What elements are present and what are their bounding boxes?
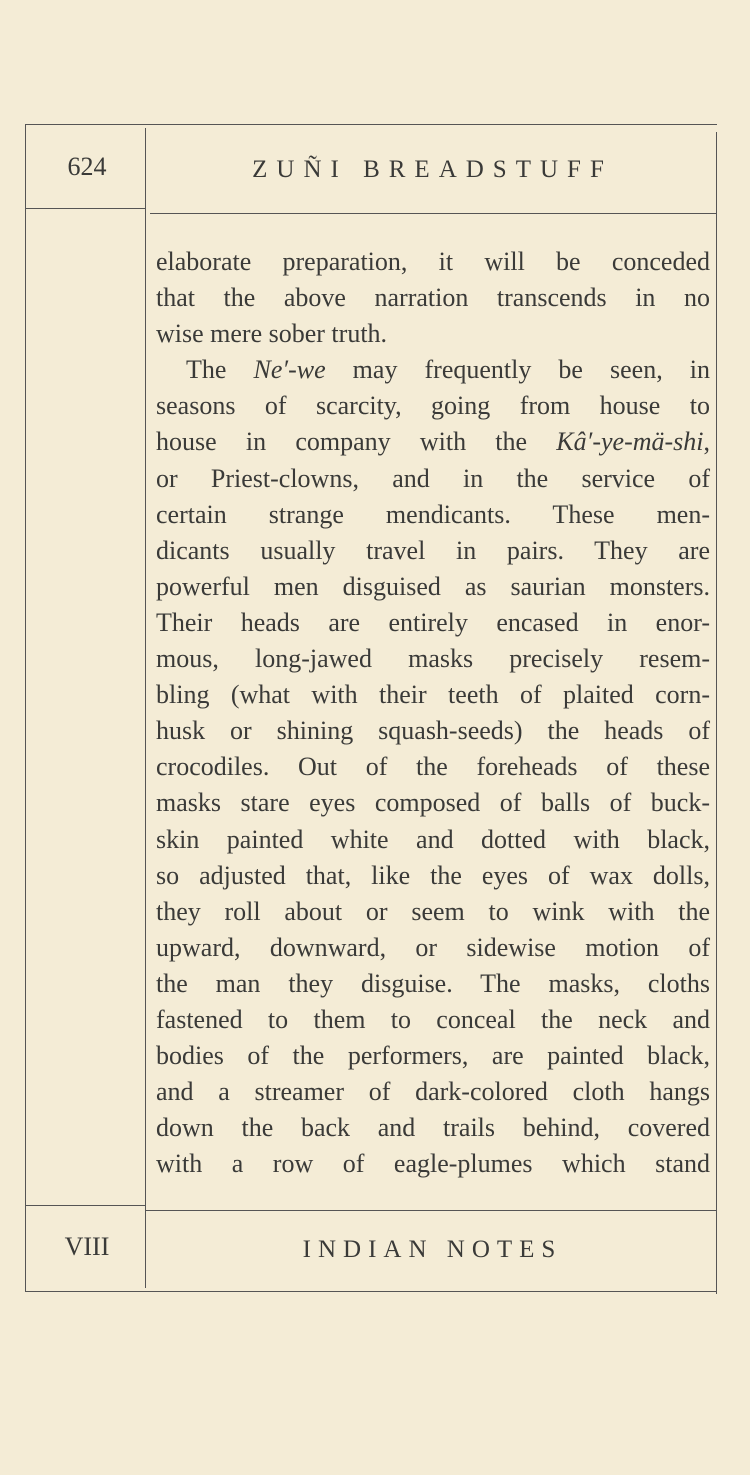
text-line <box>156 1038 710 1074</box>
text-line <box>156 569 710 605</box>
text-segment: masks stare eyes composed of balls of buck- <box>156 788 710 818</box>
text-line <box>156 713 710 749</box>
text-segment: bodies of the performers, are painted black, <box>156 1041 710 1071</box>
text-segment: house in company with the <box>156 427 557 457</box>
italic-term: Kâ′-ye-mä-shi <box>556 427 704 457</box>
text-segment: mous, long-jawed masks precisely resem- <box>156 644 710 674</box>
text-line <box>156 966 710 1002</box>
text-line <box>156 930 710 966</box>
text-segment: bling (what with their teeth of plaited corn- <box>156 680 710 710</box>
text-segment: they roll about or seem to wink with the <box>156 896 710 926</box>
text-line <box>156 1002 710 1038</box>
text-segment: elaborate preparation, it will be conceded <box>156 247 710 276</box>
text-segment: upward, downward, or sidewise motion of <box>156 932 710 962</box>
text-segment: , <box>703 427 710 457</box>
text-line <box>156 605 710 641</box>
text-line <box>156 785 710 821</box>
running-title: ZUÑI BREADSTUFF <box>252 156 613 183</box>
text-segment: and a streamer of dark-colored cloth hangs <box>156 1077 710 1107</box>
frame-right-rule <box>716 132 717 1294</box>
footer-rule-right <box>145 1210 717 1211</box>
footer-rule-left <box>25 1205 145 1206</box>
text-line <box>156 280 710 316</box>
text-segment: Their heads are entirely encased in enor- <box>156 607 710 637</box>
text-segment: that the above narration transcends in no <box>156 283 710 313</box>
text-segment: may frequently be seen, in <box>325 355 711 385</box>
text-segment: or Priest-clowns, and in the service of <box>156 463 710 493</box>
text-segment: crocodiles. Out of the foreheads of these <box>156 752 710 782</box>
text-segment: down the back and trails behind, covered <box>156 1113 710 1143</box>
text-line <box>156 749 710 785</box>
signature-mark: VIII <box>64 1232 110 1261</box>
column-divider <box>145 128 146 1288</box>
text-line <box>156 822 710 858</box>
header-rule-right <box>150 213 717 214</box>
text-line <box>156 388 710 424</box>
text-line <box>156 894 710 930</box>
text-line <box>156 1110 710 1146</box>
text-line <box>156 533 710 569</box>
text-line <box>156 641 710 677</box>
text-line <box>156 1146 710 1182</box>
text-line <box>156 316 710 352</box>
text-segment: The <box>186 355 254 385</box>
text-segment: dicants usually travel in pairs. They are <box>156 535 710 565</box>
running-footer: INDIAN NOTES <box>302 1236 563 1263</box>
text-segment: certain strange mendicants. These men- <box>156 499 710 529</box>
body-text <box>156 244 710 1182</box>
text-segment: the man they disguise. The masks, cloths <box>156 968 710 998</box>
page-number: 624 <box>67 152 107 181</box>
text-line <box>156 461 710 497</box>
text-segment: so adjusted that, like the eyes of wax dolls, <box>156 860 710 890</box>
text-line <box>156 244 710 280</box>
text-line <box>156 1074 710 1110</box>
text-line <box>156 858 710 894</box>
text-segment: wise mere sober truth. <box>156 319 388 349</box>
text-line <box>156 497 710 533</box>
text-line <box>156 424 710 460</box>
text-line <box>156 352 710 388</box>
text-segment: seasons of scarcity, going from house to <box>156 391 710 421</box>
text-segment: skin painted white and dotted with black, <box>156 824 710 854</box>
text-segment: husk or shining squash-seeds) the heads of <box>156 716 710 746</box>
italic-term: Ne′-we <box>253 355 326 385</box>
text-line <box>156 677 710 713</box>
header-rule-left <box>25 208 145 209</box>
text-segment: powerful men disguised as saurian monsters. <box>156 571 710 601</box>
text-segment: with a row of eagle-plumes which stand <box>156 1149 710 1179</box>
text-segment: fastened to them to conceal the neck and <box>156 1004 710 1034</box>
